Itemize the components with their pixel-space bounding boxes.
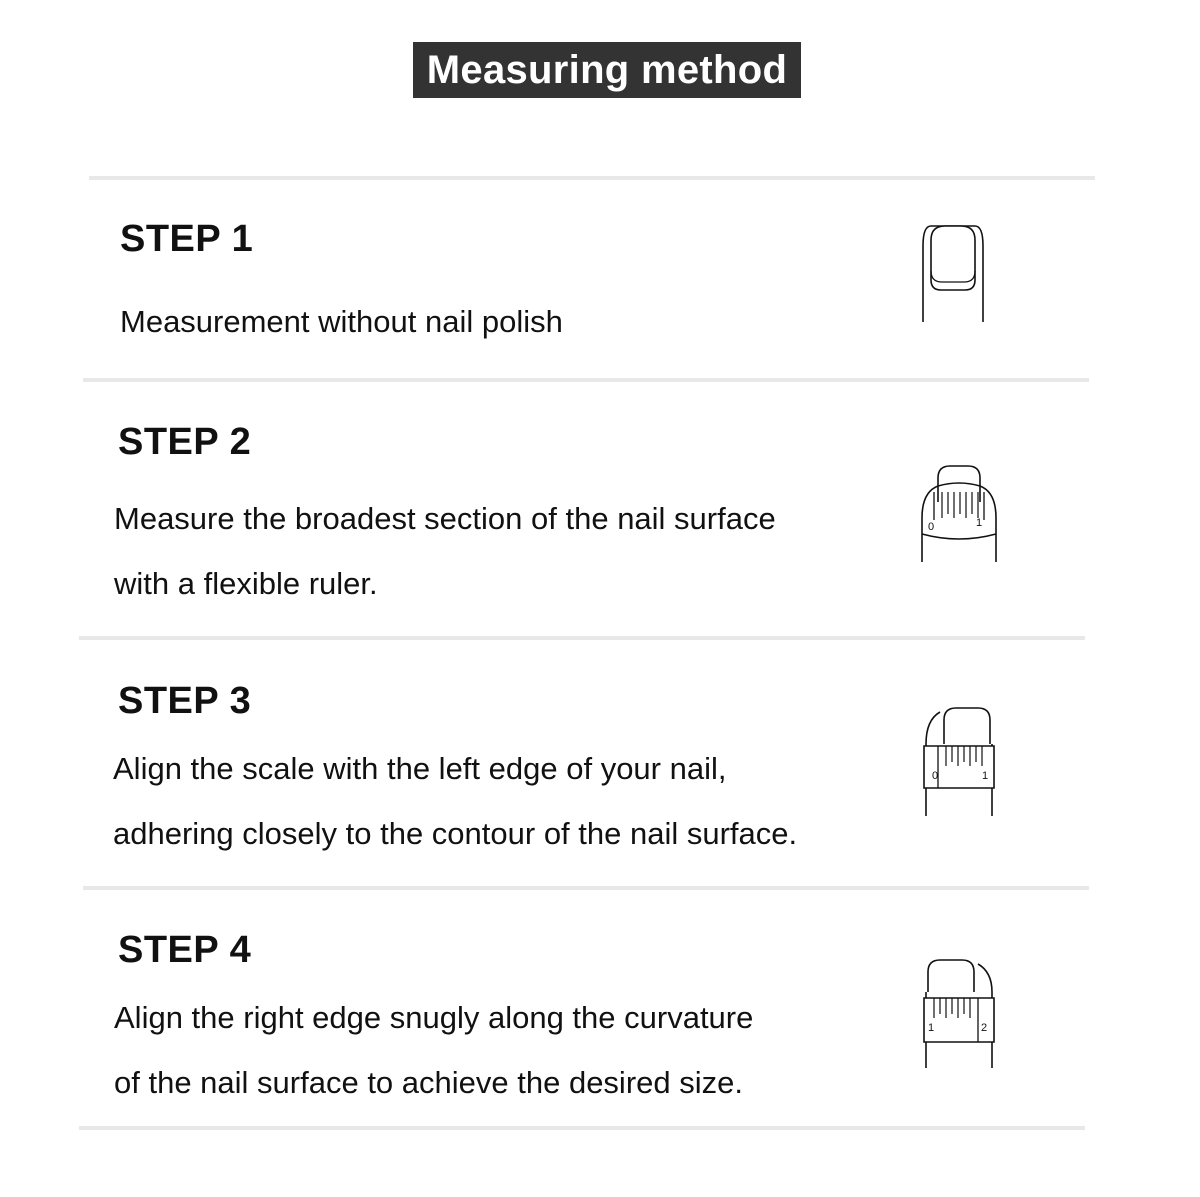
step-4-text-line-1: Align the right edge snugly along the curvature — [114, 1000, 754, 1035]
ruler-scale-start: 1 — [928, 1022, 935, 1034]
step-3-text-line-1: Align the scale with the left edge of your nail, — [113, 751, 727, 786]
ruler-scale-start: 0 — [928, 521, 935, 533]
page-title: Measuring method — [413, 42, 801, 98]
step-3-text-line-2: adhering closely to the contour of the nail surface. — [113, 816, 798, 851]
divider-top — [89, 176, 1095, 180]
finger-ruler-right-icon — [918, 952, 1002, 1074]
divider-1 — [83, 378, 1089, 382]
finger-ruler-icon — [916, 462, 1004, 568]
divider-3 — [83, 886, 1089, 890]
ruler-scale-start: 0 — [932, 770, 939, 782]
step-3-label: STEP 3 — [118, 680, 252, 722]
ruler-scale-end: 1 — [982, 770, 989, 782]
finger-ruler-left-icon — [918, 700, 1002, 822]
ruler-scale-end: 2 — [981, 1022, 988, 1034]
finger-nail-icon — [916, 196, 996, 328]
divider-bottom — [79, 1126, 1085, 1130]
step-4-label: STEP 4 — [118, 929, 252, 971]
step-2-text-line-1: Measure the broadest section of the nail surface — [114, 501, 776, 536]
ruler-scale-end: 1 — [976, 517, 983, 529]
step-1-label: STEP 1 — [120, 218, 254, 260]
step-2-label: STEP 2 — [118, 421, 252, 463]
step-4-text-line-2: of the nail surface to achieve the desired size. — [114, 1065, 743, 1100]
step-1-text-line-1: Measurement without nail polish — [120, 304, 563, 339]
divider-2 — [79, 636, 1085, 640]
step-2-text-line-2: with a flexible ruler. — [114, 566, 378, 601]
